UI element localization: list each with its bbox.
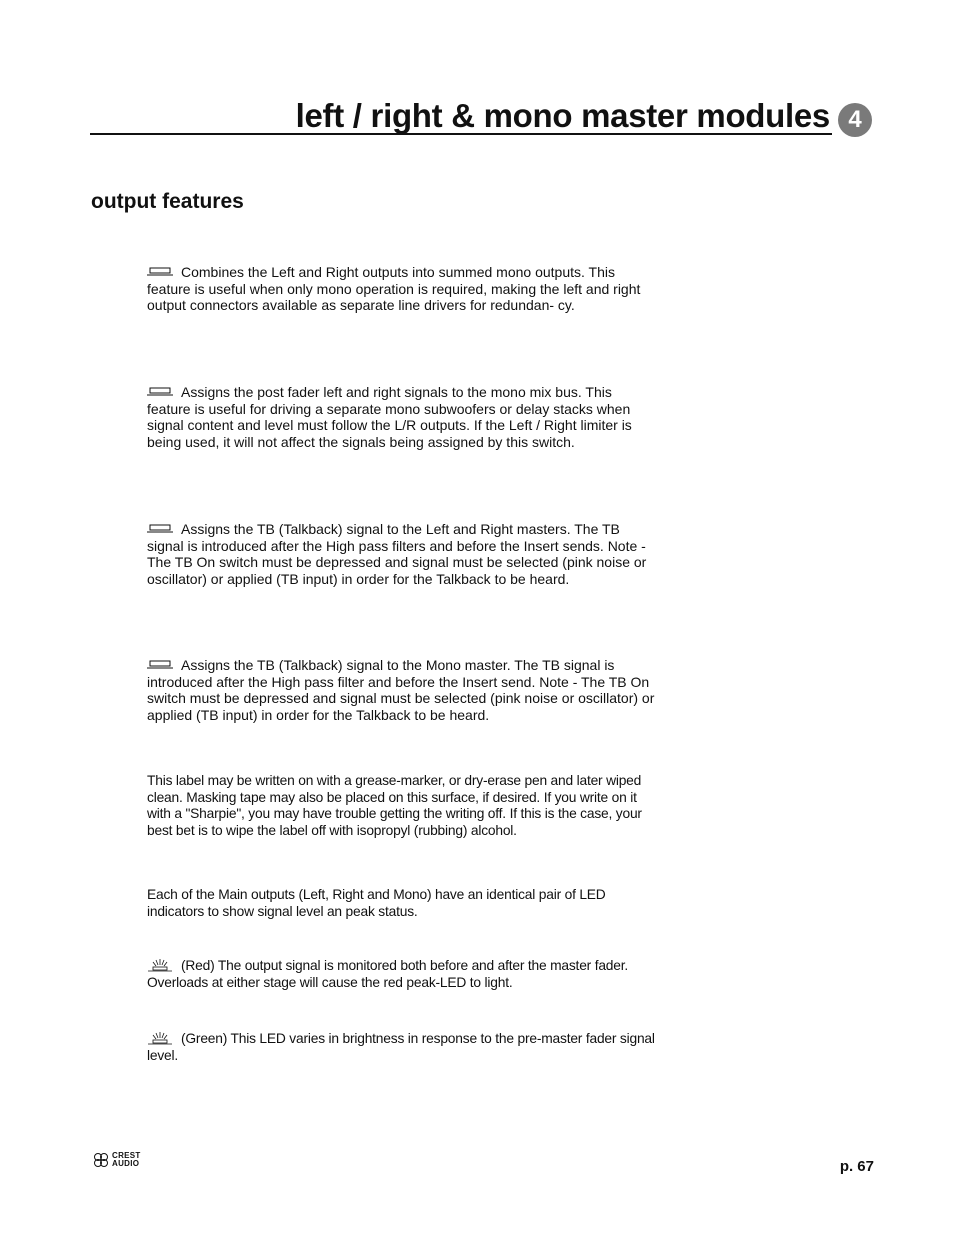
paragraph-text: (Red) The output signal is monitored both before and after the master fader. Overloads at either stage will cause the red peak-LED to light. [147,958,629,990]
logo-text [112,1152,141,1168]
crest-audio-logo [93,1152,141,1168]
paragraph-label [147,773,659,839]
paragraph-tb-to-lr [147,521,659,587]
paragraph-text: Assigns the TB (Talkback) signal to the Mono master. The TB signal is introduced after the High pass filter and before the Insert send. Note - The TB On switch must be depressed and signal must be selected (pink noise or oscillator) or applied (TB input) in order for the Talkback to be heard. [147,657,655,723]
page-number: p. 67 [839,1158,874,1175]
paragraph-text: Each of the Main outputs (Left, Right and Mono) have an identical pair of LED indicators to show signal level an peak status. [147,887,606,919]
chapter-badge: 4 [838,103,872,137]
logo-line-1: CREST [112,1151,141,1160]
paragraph-text: (Green) This LED varies in brightness in response to the pre-master fader signal level. [147,1031,655,1063]
paragraph-text: This label may be written on with a grease-marker, or dry-erase pen and later wiped clean. Masking tape may also be placed on this surface, if desired. If you write on it with a "Sharpie", you may have trouble getting the writing off. If this is the case, your best bet is to wipe the label off with isopropyl (rubbing) alcohol. [147,773,642,838]
paragraph-lr-to-mono [147,384,659,450]
paragraph-text: Assigns the TB (Talkback) signal to the Left and Right masters. The TB signal is introduced after the High pass filters and before the Insert sends. Note - The TB On switch must be depressed and signal must be selected (pink noise or oscillator) or applied (TB input) in order for the Talkback to be heard. [147,521,647,587]
paragraph-text: Combines the Left and Right outputs into summed mono outputs. This feature is useful when only mono operation is required, making the left and right output connectors available as separate line drivers for redundan- cy. [147,264,641,313]
paragraph-text: Assigns the post fader left and right signals to the mono mix bus. This feature is useful for driving a separate mono subwoofers or delay stacks when signal content and level must follow the L/R outputs. If the Left / Right limiter is being used, it will not affect the signals being assigned by this switch. [147,384,632,450]
crest-logo-mark-icon [93,1152,109,1168]
page-title: left / right & mono master modules [295,97,830,134]
led-indicator-icon [147,958,173,972]
push-switch-icon [147,524,173,533]
push-switch-icon [147,387,173,396]
paragraph-tb-to-mono [147,657,659,723]
paragraph-signal-led [147,1031,659,1064]
led-indicator-icon [147,1031,173,1045]
section-heading: output features [91,190,244,213]
paragraph-led-intro [147,887,659,920]
push-switch-icon [147,660,173,669]
logo-line-2: AUDIO [112,1159,140,1168]
paragraph-mono-sum [147,264,659,314]
paragraph-peak-led [147,958,659,991]
push-switch-icon [147,267,173,276]
